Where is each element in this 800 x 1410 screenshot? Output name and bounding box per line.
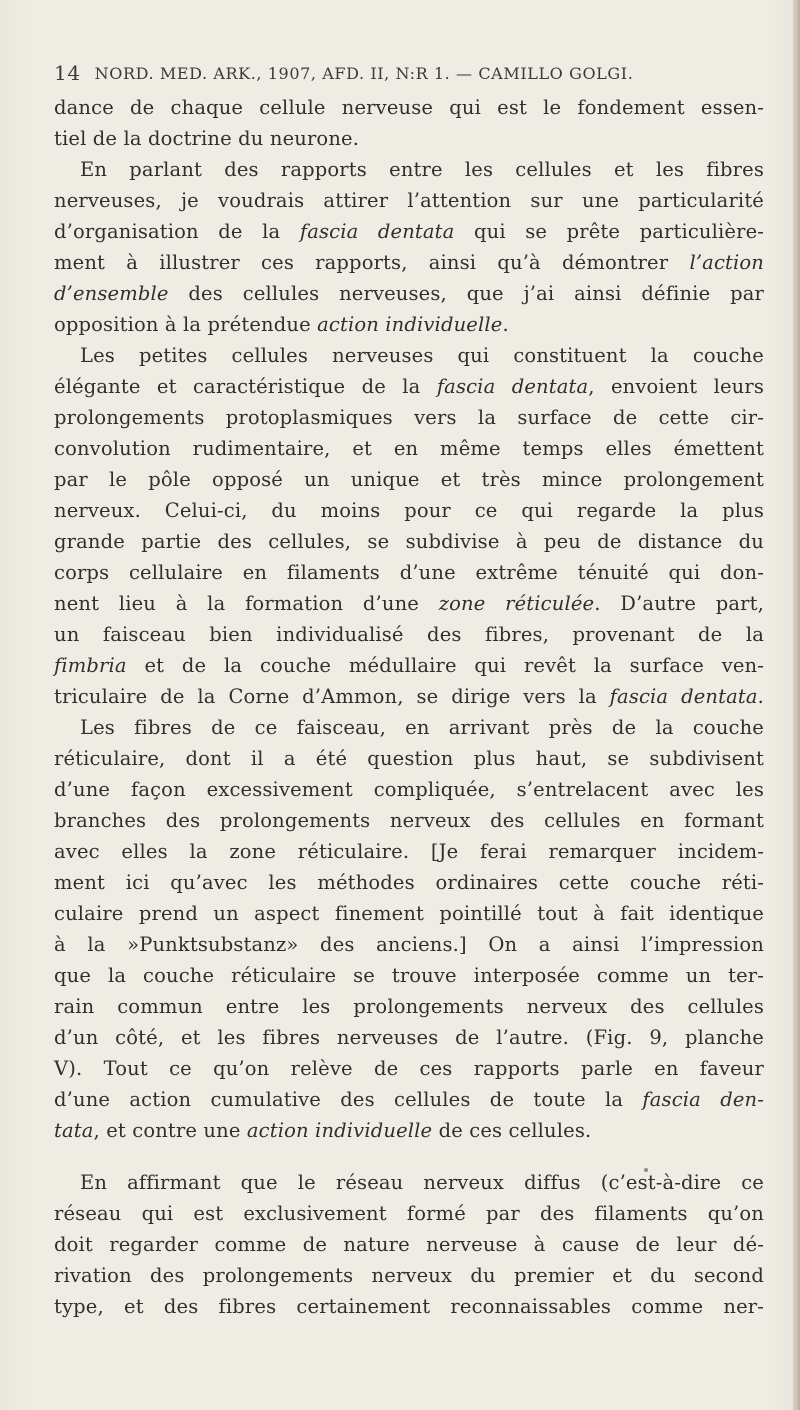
text-line: Les fibres de ce faisceau, en arrivant près de la couche [80, 716, 764, 739]
text-line: avec elles la zone réticulaire. [Je ferai remarquer incidem- [54, 840, 764, 863]
page-number: 14 [54, 61, 81, 85]
text-line: d’ensemble des cellules nerveuses, que j’ai ainsi définie par [54, 282, 764, 305]
text-line: nerveuses, je voudrais attirer l’attention sur une particularité [54, 189, 764, 212]
text-line: ment à illustrer ces rapports, ainsi qu’à démontrer l’action [54, 251, 764, 274]
page-header [54, 58, 760, 88]
text-line: tiel de la doctrine du neurone. [54, 127, 360, 150]
text-line: élégante et caractéristique de la fascia dentata, envoient leurs [54, 375, 765, 398]
text-line: un faisceau bien individualisé des fibres, provenant de la [54, 623, 764, 646]
text-line: type, et des fibres certainement reconnaissables comme ner- [54, 1295, 764, 1318]
text-line: par le pôle opposé un unique et très mince prolongement [54, 468, 764, 491]
text-line: rivation des prolongements nerveux du premier et du second [54, 1264, 764, 1287]
text-line: que la couche réticulaire se trouve interposée comme un ter- [54, 964, 764, 987]
text-line: doit regarder comme de nature nerveuse à cause de leur dé- [54, 1233, 764, 1256]
page-edge [793, 0, 800, 1410]
text-line: grande partie des cellules, se subdivise à peu de distance du [54, 530, 764, 553]
text-line: fimbria et de la couche médullaire qui revêt la surface ven- [54, 654, 764, 677]
text-line: branches des prolongements nerveux des cellules en formant [54, 809, 764, 832]
text-line: culaire prend un aspect finement pointillé tout à fait identique [54, 902, 764, 925]
text-line: triculaire de la Corne d’Ammon, se dirige vers la fascia dentata. [54, 685, 764, 708]
text-line: prolongements protoplasmiques vers la surface de cette cir- [54, 406, 764, 429]
text-line: réseau qui est exclusivement formé par des filaments qu’on [54, 1202, 764, 1225]
text-line: nent lieu à la formation d’une zone réticulée. D’autre part, [54, 592, 764, 615]
text-line: d’une façon excessivement compliquée, s’entrelacent avec les [54, 778, 764, 801]
text-line: d’organisation de la fascia dentata qui se prête particulière- [54, 220, 765, 243]
text-line: d’une action cumulative des cellules de toute la fascia den- [54, 1088, 764, 1111]
text-line: dance de chaque cellule nerveuse qui est le fondement essen- [54, 96, 764, 119]
text-line: V). Tout ce qu’on relève de ces rapports parle en faveur [54, 1057, 764, 1080]
text-line: nerveux. Celui-ci, du moins pour ce qui regarde la plus [54, 499, 764, 522]
text-line: tata, et contre une action individuelle de ces cellules. [54, 1119, 592, 1142]
text-line: corps cellulaire en filaments d’une extrême ténuité qui don- [54, 561, 764, 584]
text-line: Les petites cellules nerveuses qui constituent la couche [80, 344, 764, 367]
body-text [54, 92, 764, 1208]
running-head: NORD. MED. ARK., 1907, AFD. II, N:R 1. — CAMILLO GOLGI. [94, 63, 634, 83]
body-text-continued [54, 1167, 764, 1322]
text-line: En affirmant que le réseau nerveux diffus (c’est-à-dire ce [80, 1171, 764, 1194]
text-line: réticulaire, dont il a été question plus haut, se subdivisent [54, 747, 764, 770]
text-line: convolution rudimentaire, et en même temps elles émettent [54, 437, 764, 460]
text-line: rain commun entre les prolongements nerveux des cellules [54, 995, 764, 1018]
text-line: opposition à la prétendue action individuelle. [54, 313, 509, 336]
text-line: d’un côté, et les fibres nerveuses de l’autre. (Fig. 9, planche [54, 1026, 764, 1049]
text-line: ment ici qu’avec les méthodes ordinaires cette couche réti- [54, 871, 764, 894]
text-line: En parlant des rapports entre les cellules et les fibres [80, 158, 764, 181]
text-line: à la »Punktsubstanz» des anciens.] On a ainsi l’impression [54, 933, 764, 956]
